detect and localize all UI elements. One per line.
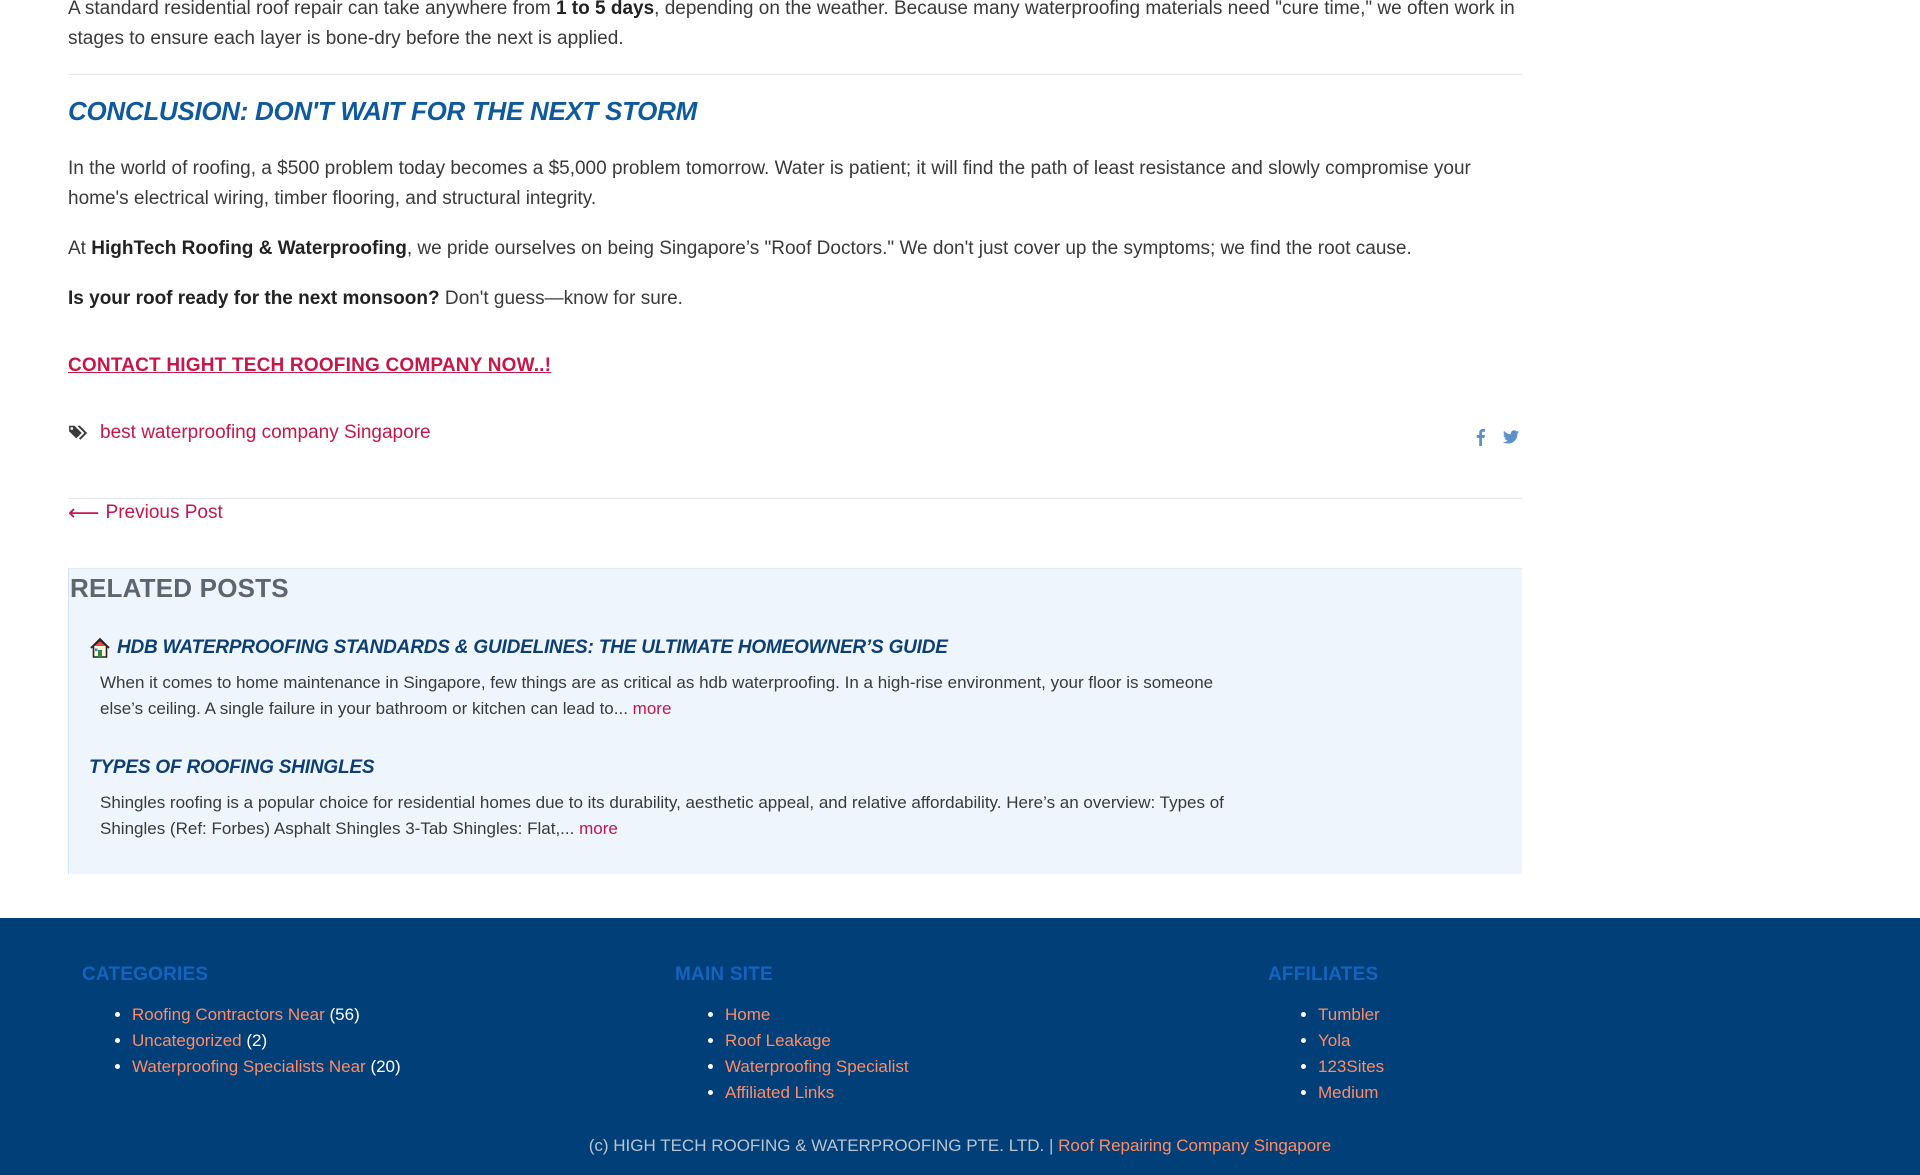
share-buttons — [1472, 428, 1520, 446]
monsoon-question: Is your roof ready for the next monsoon? — [68, 288, 440, 309]
footer-link-waterproofing-specialist[interactable]: Waterproofing Specialist — [725, 1057, 909, 1076]
related-post-excerpt — [100, 790, 1250, 842]
post-tags — [68, 422, 431, 444]
conclusion-heading: CONCLUSION: DON'T WAIT FOR THE NEXT STORM — [68, 96, 697, 126]
footer-categories — [82, 964, 401, 1080]
read-more-link[interactable]: more — [632, 699, 672, 718]
read-more-link[interactable]: more — [579, 819, 618, 838]
company-name: HighTech Roofing & Waterproofing — [91, 238, 407, 259]
company-text: At — [68, 238, 92, 259]
intro-paragraph — [68, 0, 1522, 54]
footer-link-home[interactable]: Home — [725, 1005, 771, 1024]
footer-main-site-heading: MAIN SITE — [675, 964, 773, 985]
house-icon — [89, 637, 111, 659]
footer-main-site — [675, 964, 909, 1106]
list-item — [725, 1054, 909, 1080]
facebook-icon[interactable] — [1472, 428, 1490, 446]
divider — [68, 498, 1522, 499]
monsoon-text: Don't guess—know for sure. — [439, 288, 683, 309]
divider — [68, 74, 1522, 75]
copyright-text: (c) HIGH TECH ROOFING & WATERPROOFING PTE. LTD. | — [588, 1136, 1059, 1155]
site-footer — [0, 918, 1920, 1175]
company-text-after: , we pride ourselves on being Singapore’s "Roof Doctors." We don't just cover up the symptoms; we find the root cause. — [406, 238, 1412, 259]
list-item — [132, 1002, 401, 1028]
list-item — [1318, 1054, 1384, 1080]
category-link[interactable]: Roofing Contractors Near — [132, 1005, 325, 1024]
footer-categories-heading: CATEGORIES — [82, 964, 209, 985]
list-item — [132, 1054, 401, 1080]
list-item — [1318, 1080, 1384, 1106]
footer-link-roof-leakage[interactable]: Roof Leakage — [725, 1031, 831, 1050]
previous-post-label: Previous Post — [105, 502, 223, 523]
affiliate-link[interactable]: Yola — [1318, 1031, 1351, 1050]
footer-affiliates — [1268, 964, 1384, 1106]
category-count: (2) — [246, 1031, 268, 1050]
category-link[interactable]: Waterproofing Specialists Near — [132, 1057, 366, 1076]
copyright — [0, 1136, 1920, 1156]
footer-link-affiliated-links[interactable]: Affiliated Links — [725, 1083, 835, 1102]
related-post-title-text: HDB WATERPROOFING STANDARDS & GUIDELINES: THE ULTIMATE HOMEOWNER’S GUIDE — [117, 637, 948, 658]
list-item — [1318, 1028, 1384, 1054]
monsoon-paragraph — [68, 284, 683, 314]
arrow-left-icon: ⟵ — [68, 500, 100, 525]
excerpt-text: Shingles roofing is a popular choice for residential homes due to its durability, aesthetic appeal, and relative affordability. Here’s an overview: Types of Shingles (Ref: Forbes) Asphalt Shingles 3-Tab Shingles: Flat,... — [100, 793, 1224, 838]
related-post-excerpt — [100, 670, 1250, 722]
affiliate-link[interactable]: Tumbler — [1318, 1005, 1380, 1024]
contact-cta-link[interactable]: CONTACT HIGHT TECH ROOFING COMPANY NOW..! — [68, 355, 552, 376]
related-post-title[interactable] — [89, 757, 374, 779]
copyright-link[interactable]: Roof Repairing Company Singapore — [1058, 1136, 1332, 1155]
intro-text: A standard residential roof repair can take anywhere from — [68, 0, 556, 19]
list-item — [1318, 1002, 1384, 1028]
category-count: (56) — [329, 1005, 360, 1024]
related-post-title[interactable] — [89, 637, 948, 659]
tag-link[interactable]: best waterproofing company Singapore — [100, 422, 431, 443]
list-item — [725, 1002, 909, 1028]
category-link[interactable]: Uncategorized — [132, 1031, 242, 1050]
intro-text-after: , depending on the weather. Because many waterproofing materials need "cure time," we often work in stages to ensure each layer is bone-dry before the next is applied. — [68, 0, 1515, 49]
excerpt-text: When it comes to home maintenance in Singapore, few things are as critical as hdb waterproofing. In a high-rise environment, your floor is someone else’s ceiling. A single failure in your bathroom or kitchen can lead to... — [100, 673, 1214, 718]
list-item — [725, 1080, 909, 1106]
tags-icon — [68, 424, 90, 442]
company-paragraph — [68, 234, 1412, 264]
category-count: (20) — [370, 1057, 401, 1076]
footer-affiliates-heading: AFFILIATES — [1268, 964, 1379, 985]
intro-bold: 1 to 5 days — [555, 0, 655, 19]
list-item — [132, 1028, 401, 1054]
twitter-icon[interactable] — [1502, 428, 1520, 446]
list-item — [725, 1028, 909, 1054]
related-post-title-text: TYPES OF ROOFING SHINGLES — [89, 757, 375, 778]
related-posts — [68, 568, 1522, 874]
affiliate-link[interactable]: 123Sites — [1318, 1057, 1385, 1076]
conclusion-paragraph: In the world of roofing, a $500 problem today becomes a $5,000 problem tomorrow. Water is patient; it will find the path of least resistance and slowly compromise your home's electrical wiring, timber flooring, and structural integrity. — [68, 158, 1471, 209]
previous-post-link[interactable] — [68, 502, 223, 524]
related-posts-heading: RELATED POSTS — [70, 573, 289, 603]
affiliate-link[interactable]: Medium — [1318, 1083, 1379, 1102]
